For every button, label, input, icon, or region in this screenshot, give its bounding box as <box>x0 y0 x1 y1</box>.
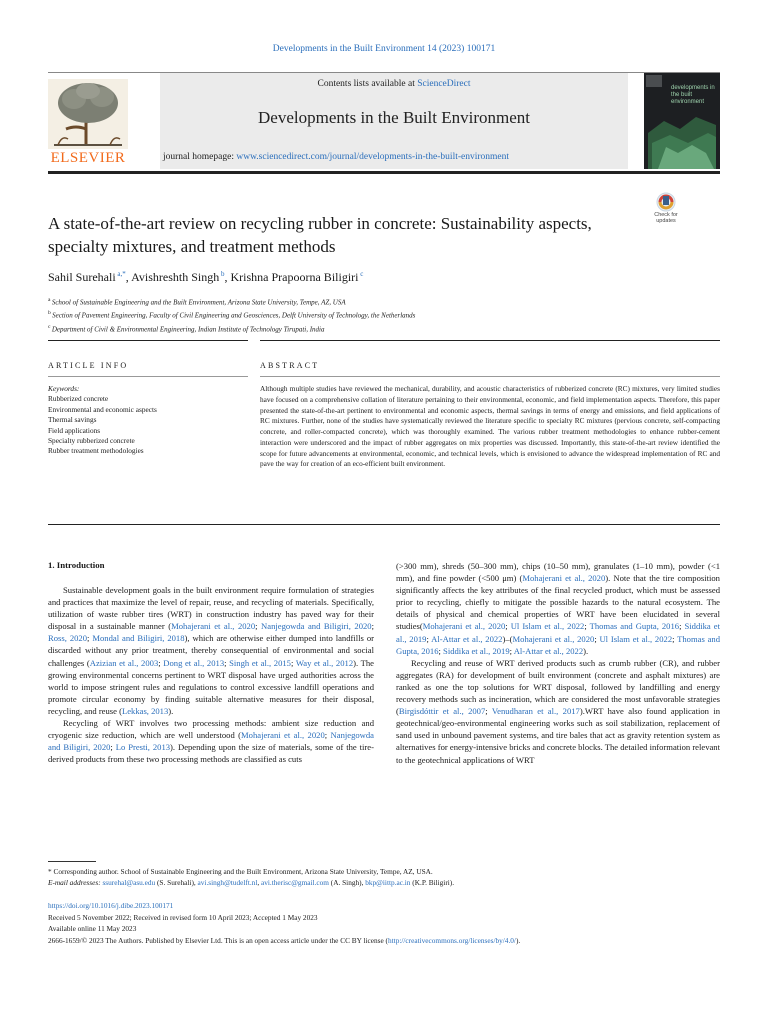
abstract-rule <box>260 376 720 377</box>
paragraph-text: ; <box>255 621 262 632</box>
author-separator: , <box>125 270 132 284</box>
paragraph <box>396 657 720 766</box>
paragraph-text: ). The growing environmental concerns pertinent to WRT disposal have urged authorities across the world to impose stringent rules and regulations to control excessive landfill operations and promote circular economy by finding suitable alternative measures for their disposal, recycling, and reuse ( <box>48 657 374 716</box>
footnote-rule <box>48 861 96 862</box>
check-for-updates-badge[interactable] <box>648 192 684 230</box>
paragraph-text: ). Note that the tire composition significantly affects the key attributes of the final recycled product, which must be assessed prior to recycling, chiefly to mitigate the possible hazards to the natural ecosystem. The details of physical and chemical properties of WRT have been elucidated in several studies( <box>396 573 720 632</box>
abstract-heading: ABSTRACT <box>260 361 320 370</box>
article-title: A state-of-the-art review on recycling rubber in concrete: Sustainability aspects, specialty mixtures, and treatment methods <box>48 214 592 256</box>
homepage-label: journal homepage: <box>163 152 237 162</box>
body-column-left <box>48 584 374 765</box>
paragraph-text: ). <box>583 645 589 656</box>
paragraph-text: (>300 mm), shreds (50–300 mm), chips (10–50 mm), granulates (1–10 mm), powder (<1 mm), and fine powder (<500 μm) ( <box>396 561 720 584</box>
body-column-right <box>396 560 720 766</box>
citation-link[interactable]: Siddika et al., 2019 <box>396 621 720 644</box>
citation-link[interactable]: Mohajerani et al., 2020 <box>522 573 606 584</box>
citation-link[interactable]: Thomas and Gupta, 2016 <box>589 621 680 632</box>
citation-link[interactable]: Al-Attar et al., 2022 <box>431 633 503 644</box>
masthead-bottom-rule <box>48 171 720 174</box>
keywords-block <box>48 384 253 457</box>
author-separator: , <box>224 270 231 284</box>
citation-link[interactable]: Ross, 2020 <box>48 633 88 644</box>
check-for-updates-label: Check for updates <box>654 212 678 224</box>
keyword: Thermal savings <box>48 415 97 425</box>
citation-link[interactable]: Venudharan et al., 2017 <box>491 706 580 717</box>
citation-link[interactable]: Mohajerani et al., 2020 <box>422 621 506 632</box>
citation-link[interactable]: Birgisdóttir et al., 2007 <box>398 706 486 717</box>
author-name[interactable]: Krishna Prapoorna Biligiri <box>230 270 359 284</box>
paragraph-text: ; <box>158 657 164 668</box>
paragraph <box>396 560 720 657</box>
email-link[interactable]: avi.singh@tudelft.nl <box>197 878 258 887</box>
homepage-link[interactable]: www.sciencedirect.com/journal/developments-in-the-built-environment <box>236 152 510 162</box>
available-online: Available online 11 May 2023 <box>48 924 137 933</box>
email-owner: (K.P. Biligiri). <box>410 878 455 887</box>
abstract-bottom-rule <box>48 524 720 525</box>
keyword: Rubberized concrete <box>48 394 109 404</box>
elsevier-wordmark: ELSEVIER <box>50 150 126 166</box>
keyword: Field applications <box>48 425 101 435</box>
section-heading-introduction: 1. Introduction <box>48 560 105 570</box>
paragraph-text: Recycling and reuse of WRT derived products such as crumb rubber (CR), and rubber aggregates (RA) for development of built environment (concrete and asphalt mixtures) are ranked as one the top solutions for WRT disposal, followed by landfilling and energy recovery methods such as incineration, which are considered the most unfavorable strategies ( <box>396 657 720 717</box>
paragraph-text: ; <box>679 621 685 632</box>
paragraph-text: ; <box>426 633 432 644</box>
affiliation: $^b$ Section of Pavement Engineering, Faculty of Civil Engineering and Geosciences, Delft University of Technology, the Netherlands <box>48 310 416 320</box>
citation-link[interactable]: Way et al., 2012 <box>295 657 354 668</box>
affiliations <box>48 295 415 335</box>
email-addresses <box>48 877 728 888</box>
affiliation: $^a$ School of Sustainable Engineering and the Built Environment, Arizona State University, Tempe, AZ, USA <box>48 297 346 307</box>
citation-link[interactable]: Singh et al., 2015 <box>229 657 291 668</box>
author-affiliation-marker[interactable]: a,* <box>115 270 126 278</box>
citation-link[interactable]: Thomas and Gupta, 2016 <box>396 633 721 656</box>
citation-link[interactable]: Mohajerani et al., 2020 <box>171 621 256 632</box>
abstract-text: Although multiple studies have reviewed the mechanical, durability, and acoustic characteristics of rubberized concrete (RC) mixtures, very limited studies have focused on a comprehensive collation of literature pertaining to their environmental, economic, and field implementation aspects. Therefore, this paper presented the state-of-the-art pertinent to environmental and economic aspects, thermal savings in terms of energy and emissions, and field applications of RC mixtures. Further, none of the studies have systematically reviewed the literature specific to specialty RC mixtures (pervious concrete, self-compacting concrete, and roller-compacted concrete), which was thoroughly examined. The various rubber treatment methodologies to enhance rubber-cement interaction were underscored and the impact of rubber aggregates on mix properties was discussed. Importantly, this state-of-the-art review identified the scope for future advancements at environmental, economic, and technical levels, which is envisioned to advance the widespread implementation of RC and pave the way for creation of an eco-efficient built environment. <box>260 384 720 469</box>
license-link[interactable]: http://creativecommons.org/licenses/by/4.0/ <box>388 935 516 945</box>
paragraph <box>48 717 374 765</box>
keyword: Environmental and economic aspects <box>48 404 157 414</box>
citation-link[interactable]: Lekkas, 2013 <box>121 705 169 716</box>
corresponding-author-note: * Corresponding author. School of Sustainable Engineering and the Built Environment, Arizona State University, Tempe, AZ, USA. <box>48 867 433 876</box>
received-dates: Received 5 November 2022; Received in revised form 10 April 2023; Accepted 1 May 2023 <box>48 912 318 922</box>
cover-title: developments in the built environment <box>671 85 715 105</box>
paragraph-text: ). <box>168 705 174 716</box>
paragraph-text: ; <box>509 645 514 656</box>
author-affiliation-marker[interactable]: c <box>358 270 364 278</box>
paragraph-text: ). Depending upon the size of materials, some of the tire-derived products from these two processing methods are classified as cuts <box>48 742 374 765</box>
paragraph-text: Sustainable development goals in the built environment require formulation of strategies and practices that maximize the level of repair, reuse, and recycling of materials. Specifically, utilization of waste rubber tires (WRT) in construction industry has paved way for their disposal in a sustainable manner ( <box>48 585 374 632</box>
paragraph-text: ; <box>110 742 116 753</box>
paragraph <box>48 584 374 717</box>
paragraph-text: ; <box>438 645 444 656</box>
paragraph-text: ; <box>594 633 600 644</box>
email-label: E-mail addresses: <box>48 878 103 887</box>
citation-link[interactable]: Ul Islam et al., 2022 <box>599 633 673 644</box>
article-info-heading: ARTICLE INFO <box>48 361 129 370</box>
paragraph-text: ; <box>485 706 492 717</box>
paragraph-text: ; <box>290 657 296 668</box>
citation-link[interactable]: Siddika et al., 2019 <box>443 645 510 656</box>
paragraph-text: ), which are otherwise either dumped into landfills or discarded without any prior treatment, thereby consequential of environmental and social challenges ( <box>48 633 374 668</box>
citation-link[interactable]: Lo Presti, 2013 <box>115 742 171 753</box>
license-text: 2666-1659/© 2023 The Authors. Published by Elsevier Ltd. This is an open access article under the CC BY license ( <box>48 935 388 945</box>
author-name[interactable]: Sahil Surehali <box>48 270 116 284</box>
author-affiliation-marker[interactable]: b <box>219 270 225 278</box>
citation-link[interactable]: Nanjegowda and Biligiri, 2020 <box>261 621 372 632</box>
keywords-label: Keywords: <box>48 384 80 393</box>
contents-line <box>160 79 628 89</box>
keyword: Rubber treatment methodologies <box>48 446 144 456</box>
email-link[interactable]: avi.therisc@gmail.com <box>261 878 329 887</box>
citation-link[interactable]: Azizian et al., 2003 <box>89 657 159 668</box>
email-owner: (S. Surehali), <box>155 878 198 887</box>
paragraph-text: ; <box>371 621 374 632</box>
author-list <box>48 270 363 285</box>
keyword: Specialty rubberized concrete <box>48 436 135 446</box>
abstract-top-rule <box>260 340 720 341</box>
citation-link[interactable]: Ul Islam et al., 2022 <box>510 621 585 632</box>
citation-link[interactable]: Nanjegowda and Biligiri, 2020 <box>48 730 374 753</box>
citation-link[interactable]: Mohajerani et al., 2020 <box>241 730 325 741</box>
citation-link[interactable]: Mohajerani et al., 2020 <box>512 633 595 644</box>
paragraph-text: Recycling of WRT involves two processing methods: ambient size reduction and cryogenic size reduction, which are well understood ( <box>48 718 374 741</box>
article-info-rule <box>48 376 248 377</box>
paragraph-text: ; <box>584 621 590 632</box>
license-line <box>48 935 738 947</box>
journal-homepage <box>163 152 509 162</box>
publication-info <box>48 900 738 946</box>
article-info-top-rule <box>48 340 248 341</box>
contents-prefix: Contents lists available at <box>317 79 418 89</box>
citation-link[interactable]: Mondal and Biligiri, 2018 <box>92 633 185 644</box>
email-owner: (A. Singh), <box>328 878 366 887</box>
journal-citation[interactable]: Developments in the Built Environment 14 (2023) 100171 <box>272 44 496 54</box>
paragraph-text: ; <box>672 633 678 644</box>
paragraph-text: ; <box>224 657 230 668</box>
paragraph-text: ; <box>324 730 331 741</box>
email-owner: , <box>257 878 262 887</box>
sciencedirect-link[interactable]: ScienceDirect <box>417 79 471 89</box>
affiliation: $^c$ Department of Civil & Environmental Engineering, Indian Institute of Technology Tirupati, India <box>48 323 325 333</box>
journal-cover-thumbnail[interactable] <box>644 73 720 169</box>
paragraph-text: ; <box>87 633 93 644</box>
license-suffix: ). <box>515 935 521 945</box>
footnotes <box>48 866 728 888</box>
paragraph-text: ).WRT have also found application in geotechnical/geo-environmental engineering works such as soil stabilization, replacement of sand used in unbound pavement systems, and tire bales that act as gravity retention system as alternatives for energy-intensive bricks and concrete blocks. The detailed information relevant to the geotechnical applications of WRT <box>396 706 721 765</box>
email-link[interactable]: ssurehal@asu.edu <box>102 878 156 887</box>
journal-title: Developments in the Built Environment <box>258 108 530 127</box>
citation-link[interactable]: Al-Attar et al., 2022 <box>513 645 584 656</box>
doi-link[interactable]: https://doi.org/10.1016/j.dibe.2023.100171 <box>48 901 174 910</box>
citation-link[interactable]: Dong et al., 2013 <box>163 657 225 668</box>
email-link[interactable]: bkp@iittp.ac.in <box>365 878 411 887</box>
author-name[interactable]: Avishreshth Singh <box>131 270 220 284</box>
paragraph-text: ; <box>505 621 511 632</box>
paragraph-text: )–( <box>502 633 513 644</box>
